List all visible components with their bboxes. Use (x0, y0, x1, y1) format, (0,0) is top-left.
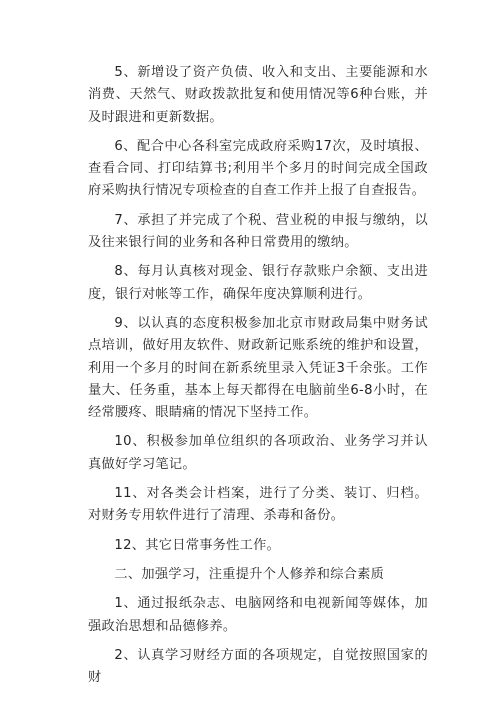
paragraph-item-10-study: 10、积极参加单位组织的各项政治、业务学习并认真做好学习笔记。 (88, 434, 428, 472)
paragraph-item-6-procurement: 6、配合中心各科室完成政府采购17次，及时填报、查看合同、打印结算书;利用半个多月的时间完成全国政府采购执行情况专项检查的自查工作并上报了自查报告。 (88, 138, 428, 199)
paragraph-item-11-archives: 11、对各类会计档案，进行了分类、装订、归档。对财务专用软件进行了清理、杀毒和备份。 (88, 486, 428, 524)
paragraph-study-1: 1、通过报纸杂志、电脑网络和电视新闻等媒体，加强政治思想和品德修养。 (88, 596, 428, 634)
paragraph-item-12-other: 12、其它日常事务性工作。 (114, 537, 281, 553)
paragraph-item-7-taxes: 7、承担了并完成了个税、营业税的申报与缴纳，以及往来银行间的业务和各种日常费用的缴纳。 (88, 212, 428, 251)
paragraph-item-8-reconciliation: 8、每月认真核对现金、银行存款账户余额、支出进度，银行对帐等工作，确保年度决算顺利进行。 (88, 264, 428, 302)
paragraph-study-2: 2、认真学习财经方面的各项规定，自觉按照国家的财 (88, 647, 428, 686)
paragraph-item-9-training: 9、以认真的态度积极参加北京市财政局集中财务试点培训，做好用友软件、财政新记账系统的维护和设置，利用一个多月的时间在新系统里录入凭证3千余张。工作量大、任务重，基本上每天都得在电脑前坐6-8小时，在经常腰疼、眼睛痛的情况下坚持工作。 (88, 315, 428, 421)
section-heading-study: 二、加强学习，注重提升个人修养和综合素质 (114, 566, 385, 582)
document-body (88, 62, 428, 696)
paragraph-item-5-ledgers: 5、新增设了资产负债、收入和支出、主要能源和水消费、天然气、财政拨款批复和使用情况等6种台账，并及时跟进和更新数据。 (88, 65, 428, 125)
